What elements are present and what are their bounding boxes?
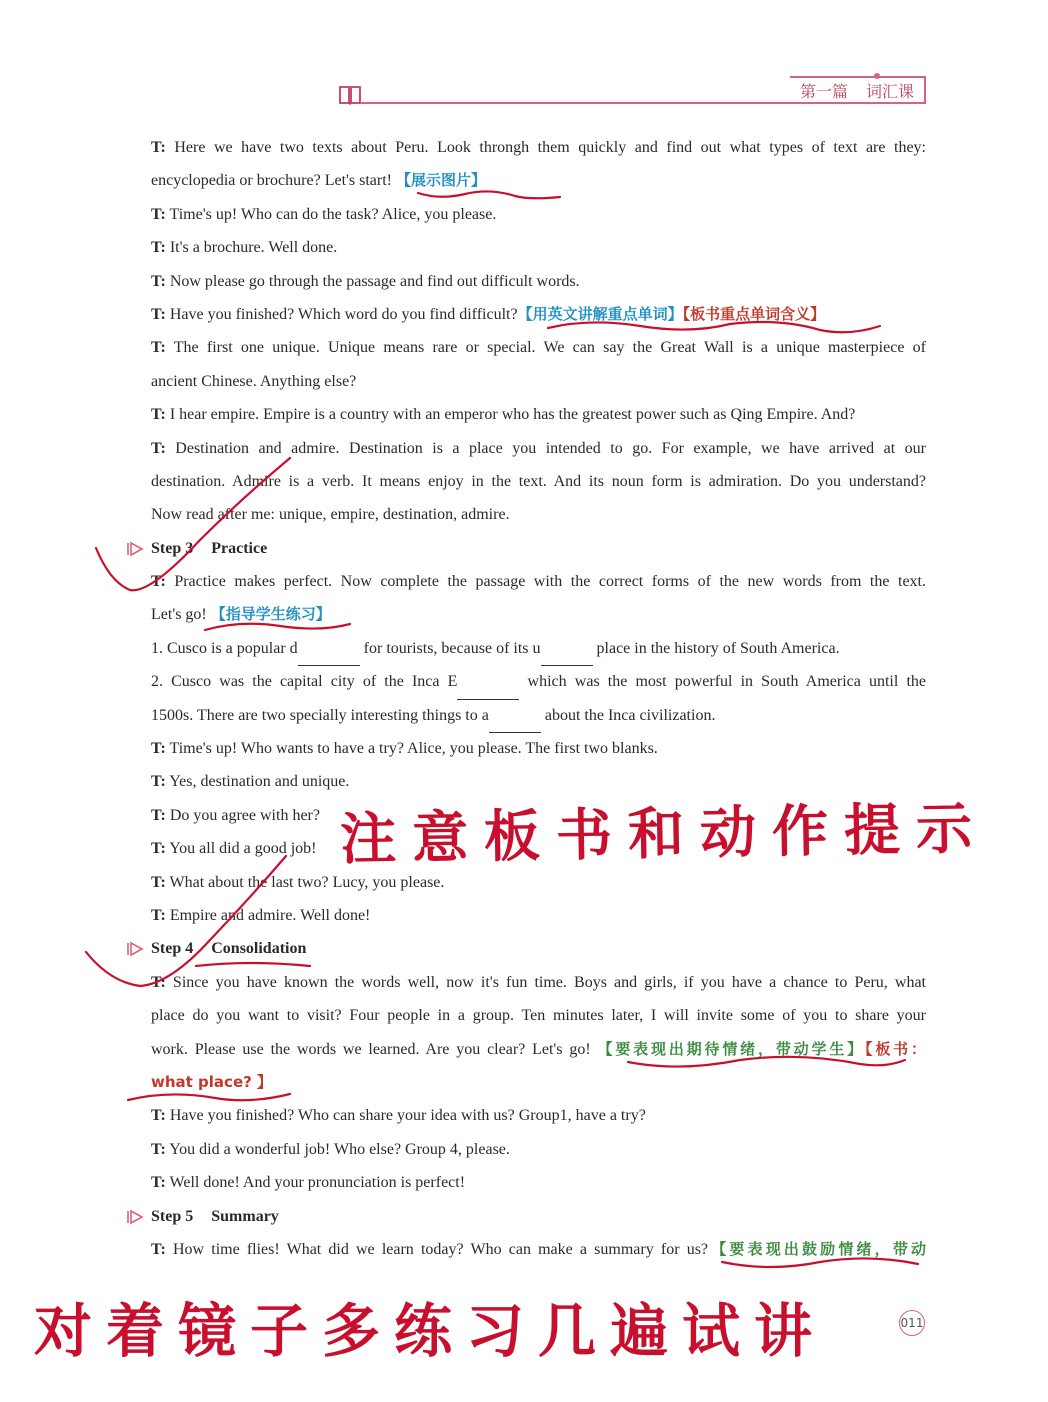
line-text: Since you have known the words well, now it's fun time. Boys and girls, if you have a chance to Peru, what [165, 973, 926, 991]
line-text: It's a brochure. Well done. [165, 239, 338, 257]
step-number: Step 5 [151, 1207, 194, 1225]
speaker-label: T: [151, 239, 166, 257]
transcript-line [151, 732, 926, 765]
transcript-line [151, 899, 926, 932]
play-triangle-icon [125, 941, 145, 957]
line-text: Time's up! Who can do the task? Alice, you please. [165, 205, 497, 223]
speaker-label: T: [151, 973, 166, 991]
speaker-label: T: [151, 573, 166, 591]
line-text: The first one unique. Unique means rare or special. We can say the Great Wall is a unique masterpiece of [165, 339, 926, 357]
transcript-line [151, 198, 926, 231]
transcript-line [151, 1066, 926, 1099]
header-category-label: 词汇课 [865, 81, 914, 101]
step-heading [123, 1200, 926, 1233]
speaker-label: T: [151, 139, 166, 156]
line-text: Time's up! Who wants to have a try? Alice, you please. The first two blanks. [165, 740, 658, 758]
teaching-note: 【要表现出鼓励情绪，带动 [708, 1239, 926, 1258]
step-title: Summary [211, 1207, 279, 1225]
line-text: place in the history of South America. [592, 639, 840, 657]
header-section: 第一篇 [800, 81, 849, 101]
transcript-line [151, 699, 926, 732]
transcript-line [151, 432, 926, 465]
book-icon [338, 84, 362, 106]
speaker-label: T: [151, 840, 166, 858]
line-text: 2. Cusco was the capital city of the Inca E [151, 673, 458, 691]
transcript-line [151, 164, 926, 197]
page-header [0, 0, 1048, 110]
transcript-line [151, 632, 926, 665]
line-text: 1500s. There are two specially interesting things to a [151, 706, 489, 724]
transcript-line [151, 565, 926, 598]
fill-in-blank [298, 632, 360, 666]
line-text: destination. Admire is a verb. It means enjoy in the text. And its noun form is admiration. Do you understand? [151, 472, 926, 490]
step-title: Consolidation [211, 940, 307, 958]
transcript-line [151, 1166, 926, 1199]
speaker-label: T: [151, 773, 166, 791]
speaker-label: T: [151, 205, 166, 223]
line-text: Let's go! [151, 606, 211, 624]
line-text: I hear empire. Empire is a country with an emperor who has the greatest power such as Qing Empire. And? [165, 406, 856, 424]
header-rule [360, 102, 926, 104]
teaching-note: what place? 】 [151, 1072, 273, 1091]
line-text: Now read after me: unique, empire, destination, admire. [151, 506, 510, 524]
step-number: Step 4 [151, 940, 194, 958]
fill-in-blank [541, 632, 593, 666]
line-text: work. Please use the words we learned. Are you clear? Let's go! [151, 1040, 598, 1058]
header-dot [874, 73, 880, 79]
line-text: 1. Cusco is a popular d [151, 639, 298, 657]
speaker-label: T: [151, 339, 166, 357]
line-text: encyclopedia or brochure? Let's start! [151, 172, 396, 190]
line-text: which was the most powerful in South America until the [519, 673, 926, 691]
transcript-line [151, 365, 926, 398]
teaching-note: 【用英文讲解重点单词】 [517, 304, 683, 323]
step-heading [123, 932, 926, 965]
teaching-note: 【要表现出期待情绪，带动学生】 [597, 1039, 865, 1058]
line-text: You did a wonderful job! Who else? Group 4, please. [165, 1140, 510, 1158]
speaker-label: T: [151, 906, 166, 924]
line-text: about the Inca civilization. [540, 706, 716, 724]
lesson-transcript [151, 131, 926, 1266]
line-text: Well done! And your pronunciation is perfect! [165, 1174, 466, 1192]
line-text: Empire and admire. Well done! [165, 906, 371, 924]
line-text: Yes, destination and unique. [165, 773, 350, 791]
step-heading [123, 532, 926, 565]
line-text: Destination and admire. Destination is a place you intended to go. For example, we have arrived at our [165, 439, 926, 457]
transcript-line [151, 966, 926, 999]
teaching-note: 【板书： [864, 1039, 926, 1058]
step-number: Step 3 [151, 539, 194, 557]
speaker-label: T: [151, 439, 166, 457]
speaker-label: T: [151, 740, 166, 758]
transcript-line [151, 498, 926, 531]
transcript-line [151, 398, 926, 431]
transcript-line [151, 465, 926, 498]
transcript-line [151, 298, 926, 331]
speaker-label: T: [151, 272, 166, 290]
speaker-label: T: [151, 873, 166, 891]
line-text: Practice makes perfect. Now complete the passage with the correct forms of the new words from the text. [165, 573, 926, 591]
play-triangle-icon [125, 541, 145, 557]
step-title: Practice [211, 539, 268, 557]
speaker-label: T: [151, 1107, 166, 1125]
speaker-label: T: [151, 1140, 166, 1158]
teaching-note: 【展示图片】 [396, 171, 487, 190]
fill-in-blank [457, 665, 519, 699]
speaker-label: T: [151, 1240, 166, 1258]
transcript-line [151, 598, 926, 631]
speaker-label: T: [151, 1174, 166, 1192]
transcript-line [151, 1133, 926, 1166]
fill-in-blank [489, 699, 541, 733]
page-number: 011 [899, 1310, 925, 1336]
transcript-line [151, 131, 926, 164]
transcript-line [151, 231, 926, 264]
transcript-line [151, 1099, 926, 1132]
speaker-label: T: [151, 305, 166, 323]
transcript-line [151, 1033, 926, 1066]
line-text: place do you want to visit? Four people in a group. Ten minutes later, I will invite some of you to share your [151, 1007, 926, 1025]
line-text: Have you finished? Which word do you find difficult? [165, 305, 518, 323]
speaker-label: T: [151, 406, 166, 424]
line-text: Do you agree with her? [165, 806, 320, 824]
teaching-note: 【指导学生练习】 [210, 605, 331, 624]
transcript-line [151, 331, 926, 364]
speaker-label: T: [151, 806, 166, 824]
handwritten-note-bottom: 对着镜子多练习几遍试讲 [34, 1297, 827, 1365]
play-triangle-icon [125, 1209, 145, 1225]
line-text: What about the last two? Lucy, you please. [165, 873, 445, 891]
line-text: for tourists, because of its u [359, 639, 541, 657]
line-text: You all did a good job! [165, 840, 317, 858]
line-text: ancient Chinese. Anything else? [151, 372, 357, 390]
line-text: Have you finished? Who can share your idea with us? Group1, have a try? [165, 1107, 646, 1125]
line-text: Now please go through the passage and find out difficult words. [165, 272, 580, 290]
line-text: Here we have two texts about Peru. Look throngh them quickly and find out what types of text are they: [165, 139, 926, 156]
header-category [790, 76, 926, 102]
transcript-line [151, 999, 926, 1032]
teaching-note: 【板书重点单词含义】 [682, 304, 826, 323]
transcript-line [151, 265, 926, 298]
line-text: How time flies! What did we learn today? Who can make a summary for us? [165, 1240, 709, 1258]
handwritten-note-middle: 注意板书和动作提示 [339, 796, 989, 873]
transcript-line [151, 1233, 926, 1266]
transcript-line [151, 665, 926, 698]
